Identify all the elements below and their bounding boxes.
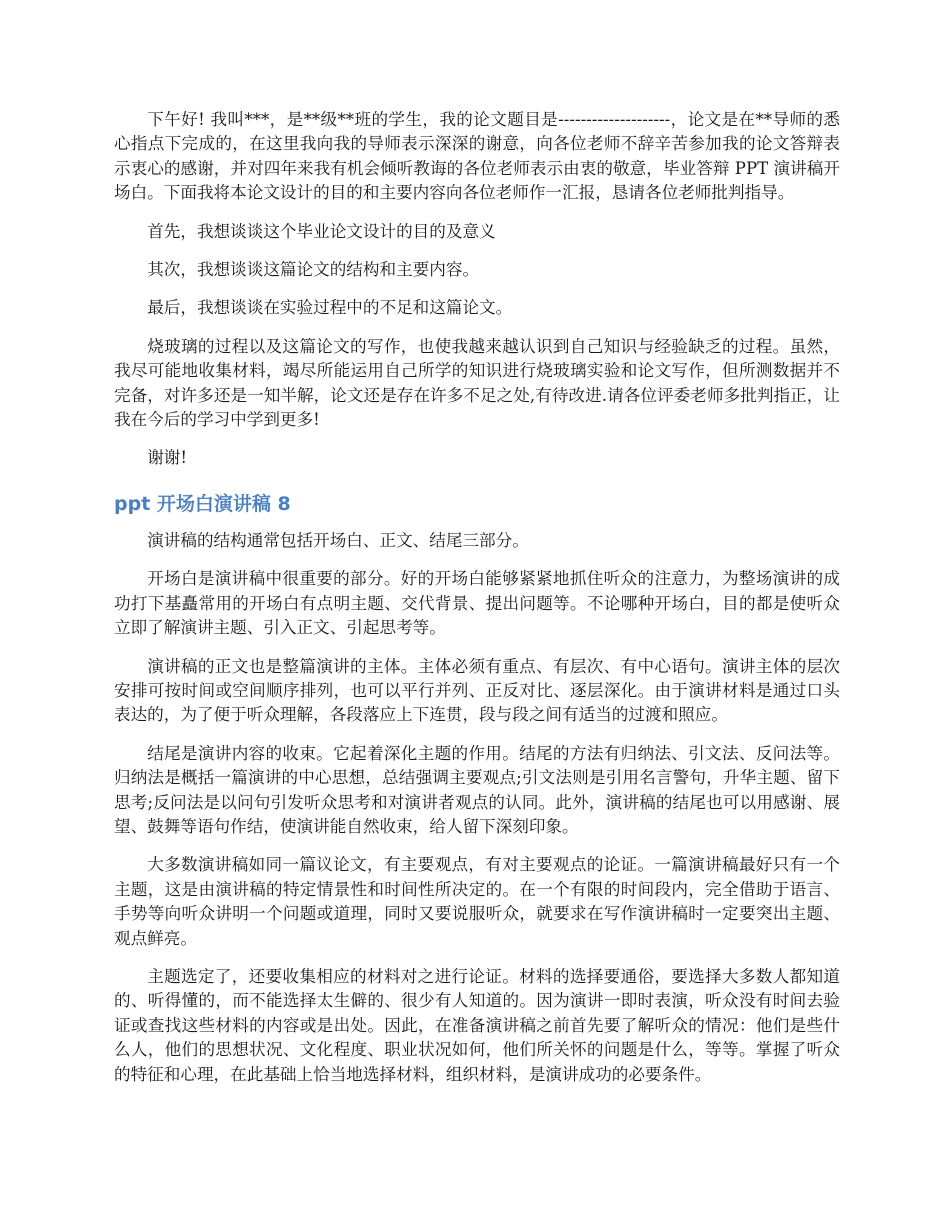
structure-paragraph: 演讲稿的结构通常包括开场白、正文、结尾三部分。: [147, 530, 529, 550]
reflection-paragraph: 烧玻璃的过程以及这篇论文的写作，也使我越来越认识到自己知识与经验缺乏的过程。虽然，我尽可能地收集材料，竭尽所能运用自己所学的知识进行烧玻璃实验和论文写作，但所测数据并不完备，对许多还是一知半解，论文还是存在许多不足之处,有待改进.请各位评委老师多批判指正，让我在今后的学习中学到更多!: [114, 336, 840, 430]
opening-paragraph: 开场白是演讲稿中很重要的部分。好的开场白能够紧紧地抓住听众的注意力，为整场演讲的成功打下基矗常用的开场白有点明主题、交代背景、提出问题等。不论哪种开场白，目的都是使听众立即了解演讲主题、引入正文、引起思考等。: [114, 569, 840, 638]
point-first-paragraph: 首先，我想谈谈这个毕业论文设计的目的及意义: [147, 221, 496, 241]
document-page: [114, 108, 840, 1101]
thanks-paragraph: 谢谢!: [147, 448, 188, 468]
body-paragraph: 演讲稿的正文也是整篇演讲的主体。主体必须有重点、有层次、有中心语句。演讲主体的层次安排可按时间或空间顺序排列，也可以平行并列、正反对比、逐层深化。由于演讲材料是通过口头表达的，为了便于听众理解，各段落应上下连贯，段与段之间有适当的过渡和照应。: [114, 656, 840, 725]
theme-paragraph: 大多数演讲稿如同一篇议论文，有主要观点，有对主要观点的论证。一篇演讲稿最好只有一个主题，这是由演讲稿的特定情景性和时间性所决定的。在一个有限的时间段内，完全借助于语言、手势等向听众讲明一个问题或道理，同时又要说服听众，就要求在写作演讲稿时一定要突出主题、观点鲜亮。: [114, 855, 840, 948]
material-paragraph: 主题选定了，还要收集相应的材料对之进行论证。材料的选择要通俗，要选择大多数人都知道的、听得懂的，而不能选择太生僻的、很少有人知道的。因为演讲一即时表演，听众没有时间去验证或查找这些材料的内容或是出处。因此，在准备演讲稿之前首先要了解听众的情况：他们是些什么人，他们的思想状况、文化程度、职业状况如何，他们所关怀的问题是什么，等等。掌握了听众的特征和心理，在此基础上恰当地选择材料，组织材料，是演讲成功的必要条件。: [114, 966, 840, 1084]
ending-paragraph: 结尾是演讲内容的收束。它起着深化主题的作用。结尾的方法有归纳法、引文法、反问法等。归纳法是概括一篇演讲的中心思想，总结强调主要观点;引文法则是引用名言警句，升华主题、留下思考;反问法是以问句引发听众思考和对演讲者观点的认同。此外，演讲稿的结尾也可以用感谢、展望、鼓舞等语句作结，使演讲能自然收束，给人留下深刻印象。: [114, 743, 840, 836]
point-second-paragraph: 其次，我想谈谈这篇论文的结构和主要内容。: [147, 260, 480, 280]
section-heading: ppt 开场白演讲稿 8: [114, 492, 291, 515]
point-last-paragraph: 最后，我想谈谈在实验过程中的不足和这篇论文。: [147, 298, 513, 318]
intro-paragraph: 下午好! 我叫***，是**级**班的学生，我的论文题目是--------------------，论文是在**导师的悉心指点下完成的，在这里我向我的导师表示深深的谢意，向各位老师不辞辛苦参加我的论文答辩表示衷心的感谢，并对四年来我有机会倾听教诲的各位老师表示由衷的敬意，毕业答辩 PPT 演讲稿开场白。下面我将本论文设计的目的和主要内容向各位老师作一汇报，恳请各位老师批判指导。: [114, 110, 840, 203]
